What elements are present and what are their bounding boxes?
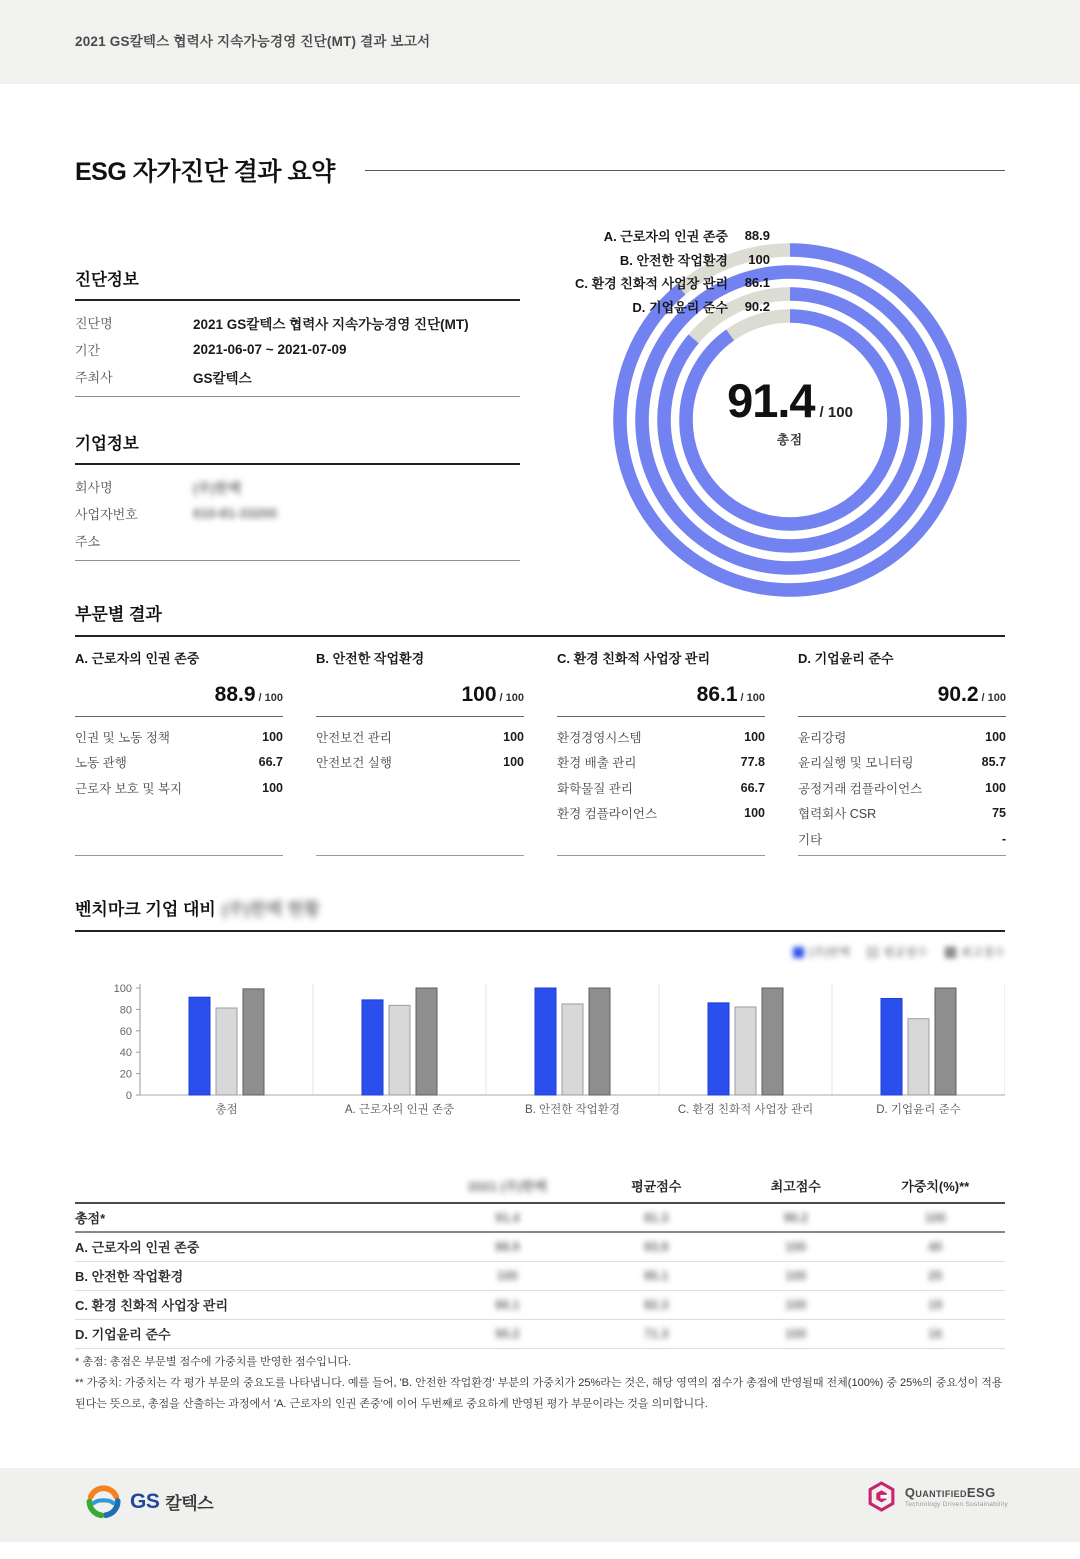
- gauge-label-row: [490, 271, 770, 295]
- section-results-title: 부문별 결과: [75, 600, 1005, 637]
- item-name: 환경경영시스템: [557, 730, 642, 745]
- bar-0-group-0: [189, 997, 210, 1095]
- bar-1-group-3: [735, 1007, 756, 1095]
- bar-2-group-0: [243, 989, 264, 1095]
- legend-item-max: [945, 944, 1005, 960]
- gauge-ring-value: 90.2: [744, 298, 770, 314]
- item-value: -: [1001, 831, 1006, 846]
- row-name: B. 안전한 작업환경: [75, 1261, 428, 1290]
- item-value: 66.7: [740, 780, 765, 795]
- info-label: 진단명: [75, 316, 113, 331]
- cell-redacted: 88.9: [428, 1232, 586, 1261]
- legend-label: 평균점수: [883, 947, 928, 959]
- cell-redacted: 90.2: [428, 1319, 586, 1348]
- bar-chart-category-label: D. 기업윤리 준수: [876, 1104, 961, 1116]
- gauge-label-row: [490, 248, 770, 272]
- item-name: 안전보건 관리: [316, 730, 392, 745]
- gauge-ring-name: A. 근로자의 인권 존중: [603, 229, 728, 245]
- cell-redacted: 100: [726, 1232, 866, 1261]
- gs-logo-text: GS: [130, 1489, 160, 1513]
- benchmark-title-text: 벤치마크 기업 대비: [75, 900, 216, 919]
- section-column-c: [557, 648, 765, 856]
- table-row: [75, 1261, 1005, 1290]
- total-score-max: / 100: [819, 404, 853, 421]
- section-column-title: A. 근로자의 인권 존중: [75, 651, 200, 666]
- gauge-ring-value: 100: [748, 251, 770, 267]
- bar-1-group-0: [216, 1008, 237, 1095]
- cell-redacted: 40: [865, 1232, 1005, 1261]
- row-name: C. 환경 친화적 사업장 관리: [75, 1290, 428, 1319]
- y-axis-tick-label: 60: [119, 1025, 132, 1038]
- section-column-b: [316, 648, 524, 856]
- footnote-total: * 총점: 총점은 부문별 점수에 가중치를 반영한 점수입니다.: [75, 1356, 352, 1368]
- legend-swatch-max: [945, 947, 956, 958]
- cell-redacted: 16: [865, 1319, 1005, 1348]
- quantifiedesg-name: QuantifiedESG: [904, 1485, 996, 1500]
- bar-0-group-3: [708, 1003, 729, 1095]
- section-item: [316, 724, 524, 750]
- table-header-company-redacted: 2021 (주)한백: [428, 1176, 586, 1203]
- bar-0-group-2: [535, 988, 556, 1095]
- info-value: 2021 GS칼텍스 협력사 지속가능경영 진단(MT): [193, 316, 469, 332]
- company-info-title: 기업정보: [75, 430, 520, 465]
- info-row: [75, 473, 520, 500]
- row-name: D. 기업윤리 준수: [75, 1319, 428, 1348]
- table-header-weight: 가중치(%)**: [865, 1176, 1005, 1203]
- y-axis-tick-label: 40: [119, 1047, 132, 1060]
- item-value: 100: [503, 755, 524, 770]
- footnote-weight: ** 가중치: 가중치는 각 평가 부문의 중요도를 나타냅니다. 예를 들어, 'B. 안전한 작업환경' 부분의 가중치가 25%라는 것은, 해당 영역의 점수가 총점에 반영될때 전체(100%) 중 25%의 중요성이 적용된다는 뜻으로, 총점을 산출하는 과정에서 'A. 근로자의 인권 존중'에 이어 두번째로 중요하게 반영된 평가 부문이라는 것을 의미합니다.: [75, 1377, 1003, 1410]
- score-value: 88.9: [214, 683, 256, 706]
- section-item: [798, 801, 1006, 827]
- section-item: [75, 724, 283, 750]
- cell-redacted: 99.2: [726, 1203, 866, 1232]
- table-row-total: [75, 1203, 1005, 1232]
- cell-redacted: 91.4: [428, 1203, 586, 1232]
- section-item: [798, 775, 1006, 801]
- gauge-label-row: [490, 295, 770, 319]
- bar-chart-category-label: A. 근로자의 인권 존중: [344, 1104, 455, 1116]
- gauge-ring-value: 86.1: [744, 275, 770, 291]
- legend-swatch-average: [867, 947, 878, 958]
- total-score-value: 91.4: [727, 374, 815, 427]
- section-item: [798, 826, 1006, 852]
- score-value: 100: [461, 683, 497, 706]
- section-item: [557, 724, 765, 750]
- section-item: [316, 750, 524, 776]
- item-value: 75: [992, 806, 1006, 821]
- item-value: 85.7: [981, 755, 1006, 770]
- y-axis-tick-label: 80: [119, 1004, 132, 1017]
- item-value: 100: [262, 780, 283, 795]
- item-name: 인권 및 노동 정책: [75, 730, 170, 745]
- item-name: 화학물질 관리: [557, 781, 633, 796]
- quantifiedesg-logo: [867, 1481, 1008, 1512]
- section-item: [798, 724, 1006, 750]
- info-value: 2021-06-07 ~ 2021-07-09: [193, 342, 347, 357]
- score-max: / 100: [740, 692, 765, 704]
- item-value: 100: [744, 806, 765, 821]
- section-items: [557, 717, 765, 826]
- score-max: / 100: [981, 692, 1006, 704]
- item-value: 66.7: [258, 755, 283, 770]
- info-row: [75, 336, 520, 363]
- quantifiedesg-tagline: Technology Driven Sustainability: [904, 1501, 1008, 1508]
- gs-logo-suffix: 칼텍스: [165, 1494, 214, 1513]
- company-info-rows: [75, 465, 520, 561]
- bar-1-group-1: [389, 1005, 410, 1095]
- section-column-title: B. 안전한 작업환경: [316, 651, 425, 666]
- info-label: 주소: [75, 534, 101, 549]
- item-value: 100: [744, 729, 765, 744]
- gauge-ring-name: B. 안전한 작업환경: [619, 252, 728, 268]
- bar-0-group-1: [362, 1000, 383, 1095]
- legend-item-company: [793, 944, 850, 960]
- gauge-ring-name: C. 환경 친화적 사업장 관리: [574, 276, 728, 292]
- y-axis-tick-label: 100: [113, 983, 132, 995]
- bar-0-group-4: [881, 998, 902, 1095]
- bar-2-group-3: [762, 988, 783, 1095]
- legend-label: (주)한백: [809, 947, 851, 959]
- gs-caltex-logo-icon: [85, 1483, 122, 1520]
- gauge-total-score: [605, 373, 975, 448]
- bar-2-group-2: [589, 988, 610, 1095]
- bar-chart-category-label: B. 안전한 작업환경: [524, 1104, 621, 1116]
- section-column-title: C. 환경 친화적 사업장 관리: [557, 651, 711, 666]
- info-row: [75, 363, 520, 390]
- section-column-a: [75, 648, 283, 856]
- info-row: [75, 500, 520, 527]
- company-info-block: [75, 430, 520, 561]
- table-header-row: [75, 1176, 1005, 1203]
- section-items: [75, 717, 283, 801]
- bar-2-group-1: [416, 988, 437, 1095]
- cell-redacted: 82.3: [586, 1290, 726, 1319]
- section-column-score: [557, 683, 765, 717]
- info-label: 회사명: [75, 480, 113, 495]
- info-row: [75, 527, 520, 554]
- cell-redacted: 19: [865, 1290, 1005, 1319]
- bar-chart-category-label: C. 환경 친화적 사업장 관리: [677, 1104, 814, 1116]
- y-axis-tick-label: 0: [125, 1090, 132, 1102]
- cell-redacted: 85.1: [586, 1261, 726, 1290]
- legend-item-average: [867, 944, 927, 960]
- item-value: 77.8: [740, 755, 765, 770]
- section-column-d: [798, 648, 1006, 856]
- section-item: [557, 801, 765, 827]
- item-name: 환경 컴플라이언스: [557, 807, 658, 822]
- section-column-title: D. 기업윤리 준수: [798, 651, 894, 666]
- benchmark-bar-chart: [95, 972, 1005, 1124]
- diagnosis-info-rows: [75, 301, 520, 397]
- section-column-score: [75, 683, 283, 717]
- item-name: 환경 배출 관리: [557, 756, 637, 771]
- item-name: 노동 관행: [75, 756, 127, 771]
- section-column-score: [316, 683, 524, 717]
- info-value-redacted: 610-81-33200: [193, 506, 278, 521]
- cell-redacted: 83.8: [586, 1232, 726, 1261]
- gauge-ring-name: D. 기업윤리 준수: [632, 299, 728, 315]
- section-item: [557, 775, 765, 801]
- item-name: 윤리실행 및 모니터링: [798, 756, 914, 771]
- info-value: GS칼텍스: [193, 370, 252, 386]
- item-name: 기타: [798, 832, 823, 847]
- section-column-score: [798, 683, 1006, 717]
- row-name: 총점*: [75, 1203, 428, 1232]
- info-label: 사업자번호: [75, 507, 138, 522]
- table-row: [75, 1232, 1005, 1261]
- info-label: 주최사: [75, 370, 113, 385]
- table-header-max: 최고점수: [726, 1176, 866, 1203]
- diagnosis-info-block: [75, 266, 520, 397]
- cell-redacted: 100: [726, 1261, 866, 1290]
- cell-redacted: 71.3: [586, 1319, 726, 1348]
- item-value: 100: [985, 780, 1006, 795]
- bar-chart-category-label: 총점: [215, 1104, 238, 1116]
- cell-redacted: 86.1: [428, 1290, 586, 1319]
- score-max: / 100: [499, 692, 524, 704]
- section-item: [75, 775, 283, 801]
- info-row: [75, 309, 520, 336]
- page-title: ESG 자가진단 결과 요약: [75, 158, 335, 186]
- item-name: 근로자 보호 및 복지: [75, 781, 183, 796]
- title-divider: [365, 170, 1005, 171]
- section-item: [557, 750, 765, 776]
- item-name: 윤리강령: [798, 730, 847, 745]
- bar-2-group-4: [935, 988, 956, 1095]
- score-value: 90.2: [937, 683, 979, 706]
- legend-label: 최고점수: [960, 947, 1005, 959]
- section-items: [798, 717, 1006, 852]
- cell-redacted: 100: [428, 1261, 586, 1290]
- info-label: 기간: [75, 343, 101, 358]
- total-score-label: 총점: [776, 433, 804, 447]
- item-value: 100: [262, 729, 283, 744]
- item-name: 안전보건 실행: [316, 756, 392, 771]
- table-header-empty: [75, 1176, 428, 1203]
- gauge-label-row: [490, 224, 770, 248]
- cell-redacted: 100: [726, 1319, 866, 1348]
- benchmark-title: [75, 895, 1005, 932]
- section-item: [798, 750, 1006, 776]
- legend-swatch-company: [793, 947, 804, 958]
- gauge-ring-value: 88.9: [744, 228, 770, 244]
- item-name: 공정거래 컴플라이언스: [798, 781, 923, 796]
- score-max: / 100: [258, 692, 283, 704]
- item-value: 100: [985, 729, 1006, 744]
- bar-1-group-2: [562, 1004, 583, 1095]
- cell-redacted: 25: [865, 1261, 1005, 1290]
- chart-legend: [793, 944, 1005, 960]
- table-header-average: 평균점수: [586, 1176, 726, 1203]
- footnotes: [75, 1352, 1005, 1415]
- section-item: [75, 750, 283, 776]
- gauge-ring-labels: [490, 224, 770, 318]
- cell-redacted: 100: [726, 1290, 866, 1319]
- quantifiedesg-logo-icon: [867, 1481, 896, 1512]
- score-value: 86.1: [696, 683, 738, 706]
- diagnosis-info-title: 진단정보: [75, 266, 520, 301]
- y-axis-tick-label: 20: [119, 1068, 132, 1081]
- cell-redacted: 100: [865, 1203, 1005, 1232]
- benchmark-table: [75, 1176, 1005, 1349]
- item-name: 협력회사 CSR: [798, 807, 877, 822]
- row-name: A. 근로자의 인권 존중: [75, 1232, 428, 1261]
- report-header-title: 2021 GS칼텍스 협력사 지속가능경영 진단(MT) 결과 보고서: [75, 34, 431, 49]
- table-row: [75, 1319, 1005, 1348]
- report-header-bar: [0, 0, 1080, 84]
- bar-1-group-4: [908, 1019, 929, 1095]
- cell-redacted: 81.3: [586, 1203, 726, 1232]
- benchmark-title-redacted: (주)한백 현황: [221, 900, 320, 919]
- info-value-redacted: (주)한백: [193, 480, 242, 496]
- table-row: [75, 1290, 1005, 1319]
- section-items: [316, 717, 524, 775]
- gs-caltex-logo: [85, 1483, 213, 1520]
- item-value: 100: [503, 729, 524, 744]
